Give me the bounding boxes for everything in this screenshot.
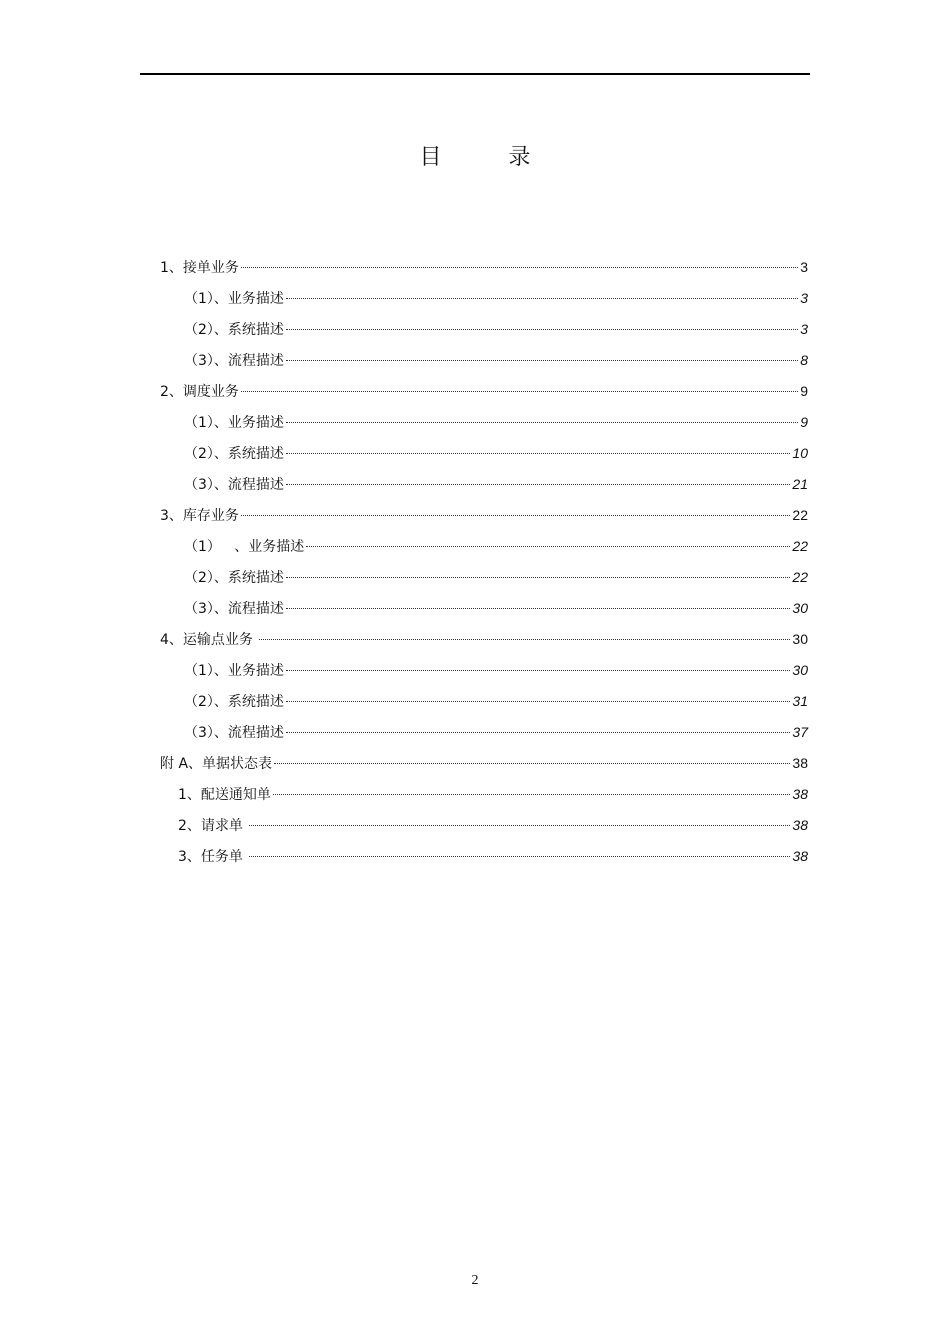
toc-entry-page: 31 [792,693,808,709]
toc-leader [286,670,791,671]
toc-leader [306,546,790,547]
toc-entry-label: 1、配送通知单 [178,787,271,803]
toc-entry-2-2[interactable] [160,441,808,472]
page-number: 2 [471,1273,479,1288]
toc-entry-page: 38 [792,848,808,864]
toc-leader [241,515,791,516]
toc-entry-label: （1）、业务描述 [184,415,284,431]
toc-entry-page: 9 [800,383,808,399]
toc-entry-label: （2）、系统描述 [184,694,284,710]
toc-entry-page: 38 [792,817,808,833]
toc-leader [286,298,798,299]
toc-entry-label: 附 A、单据状态表 [160,756,273,772]
toc-entry-label: 1、接单业务 [160,260,239,276]
toc-entry-label: （2）、系统描述 [184,570,284,586]
toc-entry-page: 30 [792,662,808,678]
toc-entry-label: 3、任务单 [178,849,248,865]
table-of-contents [160,255,808,875]
toc-entry-page: 22 [792,507,808,523]
toc-entry-label: 4、运输点业务 [160,632,258,648]
toc-entry-page: 3 [800,290,808,306]
toc-entry-label: （3）、流程描述 [184,477,284,493]
toc-leader [273,794,791,795]
toc-entry-label: （3）、流程描述 [184,353,284,369]
toc-entry-label: 2、调度业务 [160,384,239,400]
toc-entry-label: （1）、业务描述 [184,291,284,307]
toc-leader [286,360,798,361]
toc-entry-a-1[interactable] [160,782,808,813]
toc-entry-3-2[interactable] [160,565,808,596]
toc-entry-3[interactable] [160,503,808,534]
toc-entry-3-3[interactable] [160,596,808,627]
toc-entry-page: 38 [792,755,808,771]
toc-entry-1-2[interactable] [160,317,808,348]
toc-entry-label: 2、请求单 [178,818,248,834]
toc-leader [286,422,798,423]
toc-entry-a-2[interactable] [160,813,808,844]
toc-leader [274,763,790,764]
toc-leader [286,484,791,485]
toc-entry-1-1[interactable] [160,286,808,317]
toc-entry-4-2[interactable] [160,689,808,720]
toc-entry-page: 30 [792,600,808,616]
toc-entry-page: 30 [792,631,808,647]
toc-entry-label: （3）、流程描述 [184,601,284,617]
toc-entry-page: 22 [792,538,808,554]
toc-entry-3-1[interactable] [160,534,808,565]
toc-entry-4-1[interactable] [160,658,808,689]
toc-entry-4[interactable] [160,627,808,658]
toc-entry-page: 8 [800,352,808,368]
toc-entry-2-1[interactable] [160,410,808,441]
toc-leader [249,856,790,857]
toc-leader [286,701,791,702]
toc-title: 目 录 [419,145,561,170]
toc-entry-4-3[interactable] [160,720,808,751]
toc-leader [259,639,790,640]
toc-entry-page: 37 [792,724,808,740]
toc-entry-page: 3 [800,259,808,275]
toc-entry-label: （1） 、业务描述 [184,539,305,555]
toc-entry-label: 3、库存业务 [160,508,239,524]
toc-leader [241,267,798,268]
toc-leader [286,577,791,578]
toc-leader [286,453,791,454]
toc-entry-a-3[interactable] [160,844,808,875]
toc-entry-page: 21 [792,476,808,492]
toc-leader [241,391,798,392]
toc-entry-label: （3）、流程描述 [184,725,284,741]
toc-entry-page: 9 [800,414,808,430]
toc-entry-1[interactable] [160,255,808,286]
toc-entry-1-3[interactable] [160,348,808,379]
toc-entry-page: 22 [792,569,808,585]
toc-leader [249,825,790,826]
toc-leader [286,608,791,609]
toc-leader [286,329,798,330]
toc-entry-label: （1）、业务描述 [184,663,284,679]
toc-entry-label: （2）、系统描述 [184,446,284,462]
toc-entry-appendix-a[interactable] [160,751,808,782]
toc-entry-page: 10 [792,445,808,461]
toc-entry-label: （2）、系统描述 [184,322,284,338]
header-rule [140,73,810,75]
toc-entry-2-3[interactable] [160,472,808,503]
toc-entry-2[interactable] [160,379,808,410]
toc-leader [286,732,791,733]
toc-entry-page: 3 [800,321,808,337]
toc-entry-page: 38 [792,786,808,802]
